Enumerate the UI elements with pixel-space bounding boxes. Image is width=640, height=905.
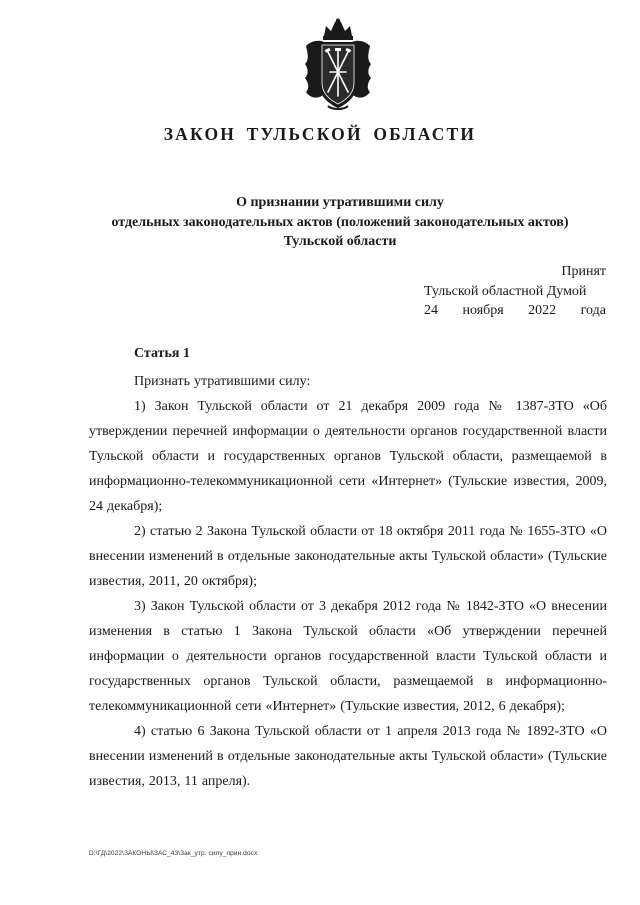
subject-line-2: отдельных законодательных актов (положений законодательных актов) (111, 214, 569, 230)
article-item: 1) Закон Тульской области от 21 декабря 2009 года № 1387-ЗТО «Об утверждении перечней информации о деятельности органов государственной власти Тульской области и государственных органов Тульской области, размещаемой в информационно-телекоммуникационной сети «Интернет» (Тульские известия, 2009, 24 декабря); (89, 399, 607, 514)
adoption-block (424, 262, 606, 321)
adoption-year: 2022 (528, 303, 557, 318)
subject-line-1: О признании утратившими силу (236, 195, 444, 210)
file-path-footer: D:\ГД\2022\ЗАКОНЫ\ЗАС_43\Зак_утр. силу_прин.docx (89, 850, 258, 857)
coat-of-arms-emblem (302, 18, 374, 112)
adoption-date (424, 301, 606, 321)
article-item: 4) статью 6 Закона Тульской области от 1 апреля 2013 года № 1892-ЗТО «О внесении изменений в отдельные законодательные акты Тульской области» (Тульские известия, 2013, 11 апреля). (89, 724, 607, 789)
article-item: 3) Закон Тульской области от 3 декабря 2012 года № 1842-ЗТО «О внесении изменения в статью 1 Закона Тульской области «Об утверждении перечней информации о деятельности органов государственной власти Тульской области и государственных органов Тульской области, размещаемой в информационно-телекоммуникационной сети «Интернет» (Тульские известия, 2012, 6 декабря); (89, 599, 607, 714)
law-title: ЗАКОН ТУЛЬСКОЙ ОБЛАСТИ (163, 124, 477, 144)
article-intro: Признать утратившими силу: (134, 374, 311, 389)
law-subject (60, 193, 620, 252)
adoption-year-word: года (580, 303, 606, 318)
adoption-day: 24 (424, 303, 438, 318)
adoption-month: ноября (462, 303, 504, 318)
article-item: 2) статью 2 Закона Тульской области от 18 октября 2011 года № 1655-ЗТО «О внесении изменений в отдельные законодательные акты Тульской области» (Тульские известия, 2011, 20 октября); (89, 524, 607, 589)
article-heading: Статья 1 (134, 346, 190, 361)
adopted-by: Тульской областной Думой (424, 283, 587, 299)
adopted-label: Принят (561, 264, 606, 279)
subject-line-3: Тульской области (283, 234, 397, 249)
article-body (89, 369, 607, 794)
